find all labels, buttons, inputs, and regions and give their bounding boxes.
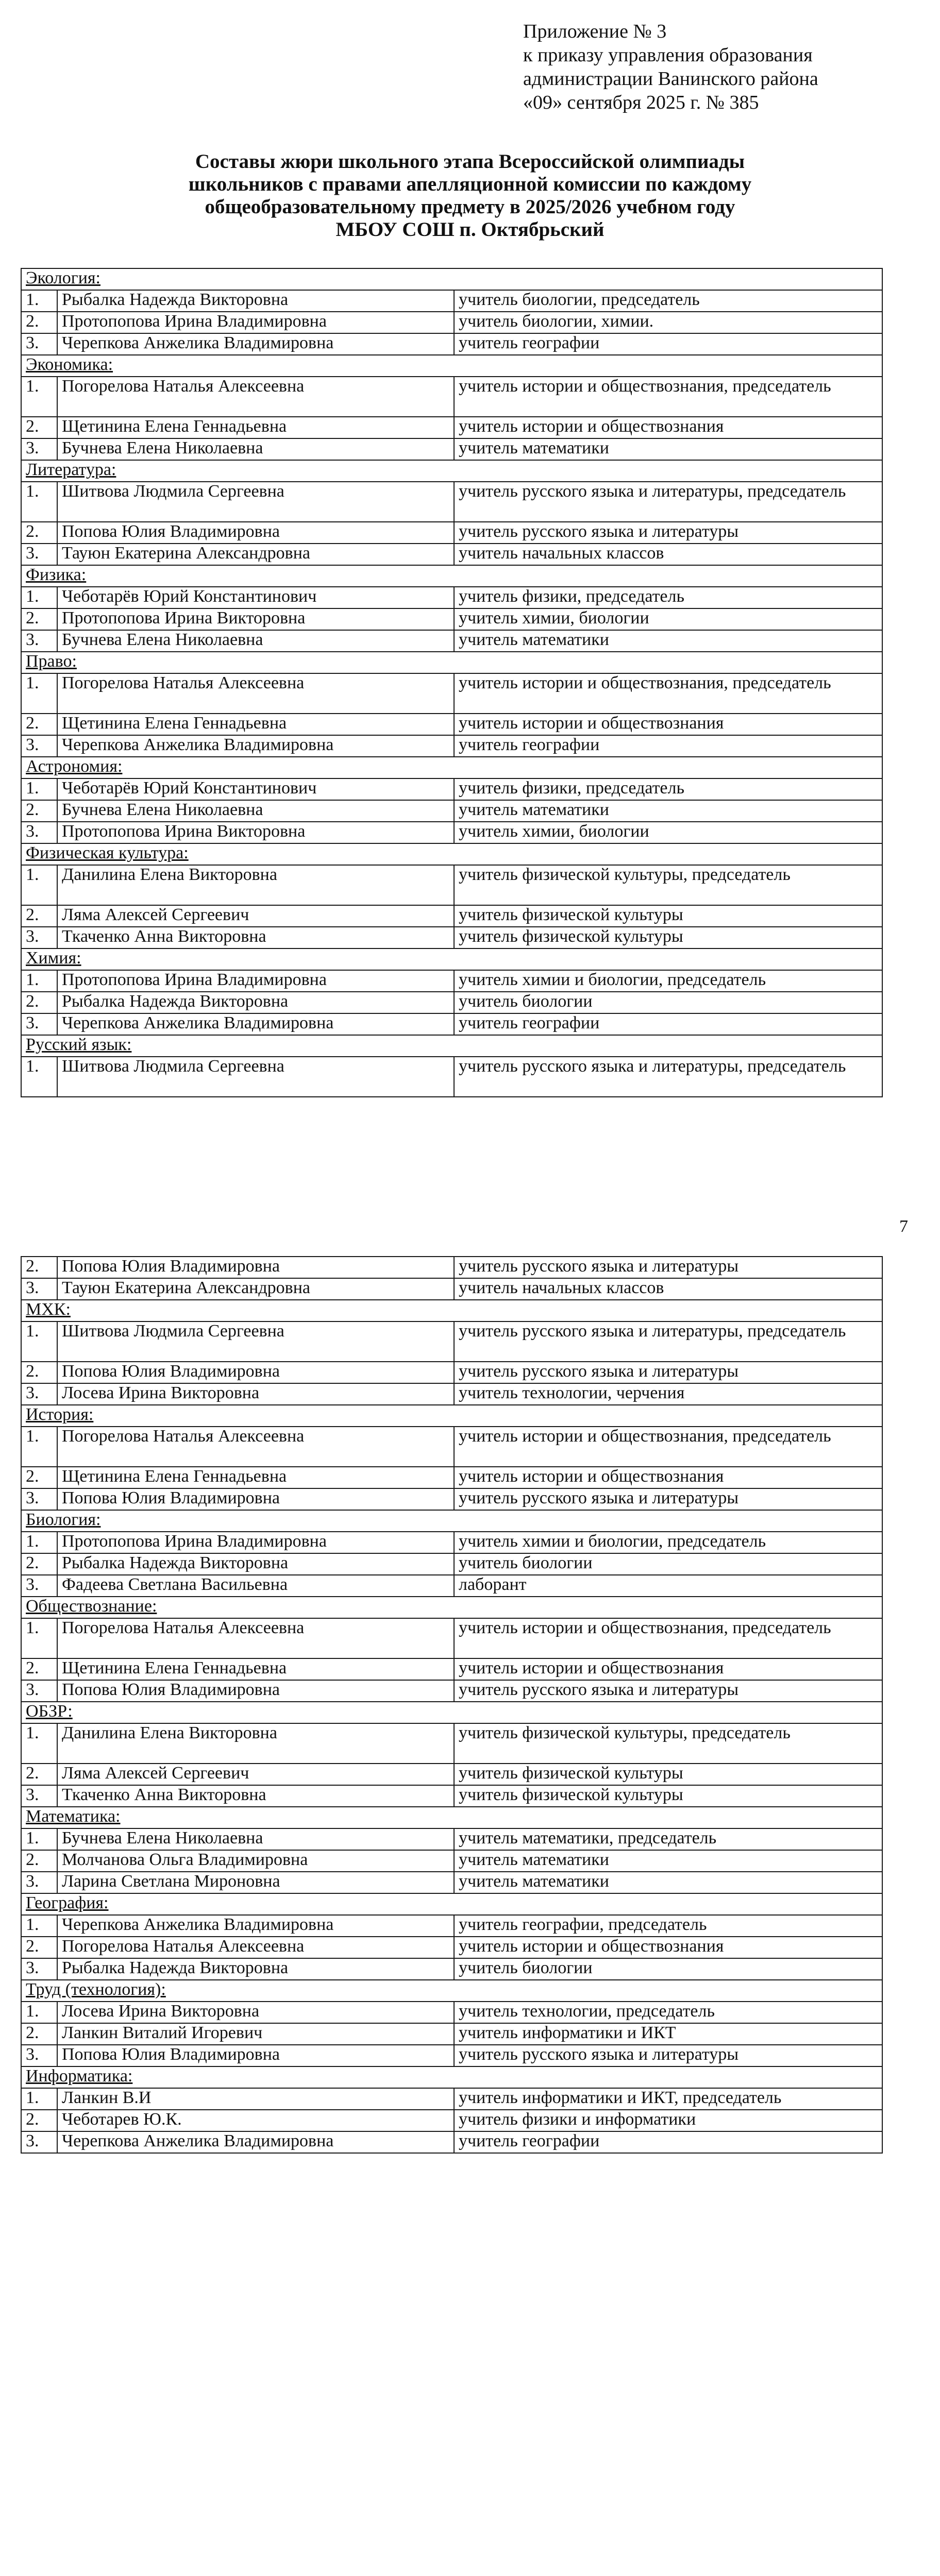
- member-name: Попова Юлия Владимировна: [57, 1362, 454, 1383]
- member-number: 2.: [21, 1553, 57, 1575]
- member-role: учитель химии, биологии: [454, 608, 882, 630]
- jury-member-row: [21, 1278, 882, 1300]
- jury-table-body: [21, 1257, 882, 2153]
- jury-member-row: [21, 2110, 882, 2131]
- member-role: учитель истории и обществознания, председатель: [454, 377, 882, 417]
- jury-member-row: [21, 1915, 882, 1937]
- member-name: Щетинина Елена Геннадьевна: [57, 714, 454, 735]
- jury-member-row: [21, 1680, 882, 1702]
- subject-row: [21, 1980, 882, 2002]
- jury-member-row: [21, 1575, 882, 1597]
- member-number: 3.: [21, 735, 57, 757]
- member-number: 3.: [21, 1013, 57, 1035]
- title-line: школьников с правами апелляционной комиссии по каждому: [188, 173, 752, 195]
- member-name: Ткаченко Анна Викторовна: [57, 1785, 454, 1807]
- member-number: 2.: [21, 992, 57, 1013]
- member-name: Рыбалка Надежда Викторовна: [57, 1958, 454, 1980]
- subject-heading: Труд (технология):: [21, 1980, 882, 2002]
- member-name: Попова Юлия Владимировна: [57, 1680, 454, 1702]
- jury-member-row: [21, 377, 882, 417]
- member-role: учитель биологии: [454, 1553, 882, 1575]
- subject-row: [21, 460, 882, 482]
- member-name: Чеботарев Ю.К.: [57, 2110, 454, 2131]
- subject-row: [21, 1702, 882, 1723]
- subject-row: [21, 1035, 882, 1057]
- member-role: учитель физической культуры: [454, 927, 882, 948]
- subject-heading: Русский язык:: [21, 1035, 882, 1057]
- member-number: 3.: [21, 1785, 57, 1807]
- jury-member-row: [21, 778, 882, 800]
- member-role: учитель географии: [454, 2131, 882, 2153]
- jury-member-row: [21, 1013, 882, 1035]
- subject-heading: Обществознание:: [21, 1597, 882, 1618]
- member-number: 2.: [21, 608, 57, 630]
- member-number: 2.: [21, 1658, 57, 1680]
- jury-member-row: [21, 2023, 882, 2045]
- jury-member-row: [21, 865, 882, 905]
- jury-member-row: [21, 1553, 882, 1575]
- jury-member-row: [21, 1764, 882, 1785]
- jury-member-row: [21, 1488, 882, 1510]
- member-role: учитель истории и обществознания: [454, 1658, 882, 1680]
- jury-member-row: [21, 1828, 882, 1850]
- member-role: учитель физической культуры: [454, 905, 882, 927]
- member-name: Протопопова Ирина Викторовна: [57, 822, 454, 843]
- jury-member-row: [21, 822, 882, 843]
- member-role: учитель русского языка и литературы, председатель: [454, 1057, 882, 1097]
- jury-member-row: [21, 1958, 882, 1980]
- member-number: 3.: [21, 2045, 57, 2066]
- subject-heading: Экология:: [21, 268, 882, 290]
- member-name: Лосева Ирина Викторовна: [57, 1383, 454, 1405]
- member-role: учитель русского языка и литературы: [454, 2045, 882, 2066]
- jury-member-row: [21, 312, 882, 333]
- member-name: Бучнева Елена Николаевна: [57, 438, 454, 460]
- member-number: 1.: [21, 970, 57, 992]
- jury-member-row: [21, 630, 882, 652]
- member-role: учитель истории и обществознания: [454, 417, 882, 438]
- member-name: Рыбалка Надежда Викторовна: [57, 290, 454, 312]
- member-name: Ларина Светлана Мироновна: [57, 1872, 454, 1893]
- member-number: 2.: [21, 800, 57, 822]
- member-number: 1.: [21, 1532, 57, 1553]
- member-number: 3.: [21, 1958, 57, 1980]
- member-number: 2.: [21, 714, 57, 735]
- member-role: учитель математики: [454, 800, 882, 822]
- member-role: учитель биологии: [454, 992, 882, 1013]
- member-role: учитель русского языка и литературы: [454, 1362, 882, 1383]
- member-name: Попова Юлия Владимировна: [57, 1488, 454, 1510]
- subject-heading: История:: [21, 1405, 882, 1427]
- member-name: Протопопова Ирина Владимировна: [57, 970, 454, 992]
- member-number: 2.: [21, 1257, 57, 1278]
- member-name: Протопопова Ирина Викторовна: [57, 608, 454, 630]
- member-role: учитель информатики и ИКТ, председатель: [454, 2088, 882, 2110]
- member-name: Бучнева Елена Николаевна: [57, 1828, 454, 1850]
- member-role: учитель русского языка и литературы: [454, 1488, 882, 1510]
- subject-row: [21, 757, 882, 778]
- member-number: 3.: [21, 822, 57, 843]
- member-name: Молчанова Ольга Владимировна: [57, 1850, 454, 1872]
- member-number: 1.: [21, 587, 57, 608]
- jury-table-body: [21, 268, 882, 1097]
- subject-row: [21, 1405, 882, 1427]
- subject-heading: Экономика:: [21, 355, 882, 377]
- member-role: учитель истории и обществознания, председатель: [454, 1427, 882, 1467]
- member-role: учитель технологии, председатель: [454, 2002, 882, 2023]
- member-name: Щетинина Елена Геннадьевна: [57, 417, 454, 438]
- member-name: Фадеева Светлана Васильевна: [57, 1575, 454, 1597]
- jury-member-row: [21, 2131, 882, 2153]
- member-name: Протопопова Ирина Владимировна: [57, 1532, 454, 1553]
- member-name: Погорелова Наталья Алексеевна: [57, 673, 454, 714]
- subject-heading: Информатика:: [21, 2066, 882, 2088]
- subject-heading: Право:: [21, 652, 882, 673]
- header-line: «09» сентября 2025 г. № 385: [523, 92, 759, 113]
- member-role: учитель математики, председатель: [454, 1828, 882, 1850]
- member-name: Попова Юлия Владимировна: [57, 2045, 454, 2066]
- member-number: 2.: [21, 2110, 57, 2131]
- member-number: 1.: [21, 1723, 57, 1764]
- member-number: 1.: [21, 482, 57, 522]
- member-name: Чеботарёв Юрий Константинович: [57, 778, 454, 800]
- member-role: учитель биологии: [454, 1958, 882, 1980]
- jury-member-row: [21, 1723, 882, 1764]
- member-name: Шитвова Людмила Сергеевна: [57, 1057, 454, 1097]
- subject-heading: Физика:: [21, 565, 882, 587]
- member-number: 2.: [21, 1937, 57, 1958]
- member-name: Чеботарёв Юрий Константинович: [57, 587, 454, 608]
- member-name: Щетинина Елена Геннадьевна: [57, 1467, 454, 1488]
- member-number: 3.: [21, 2131, 57, 2153]
- member-number: 2.: [21, 2023, 57, 2045]
- subject-row: [21, 843, 882, 865]
- subject-row: [21, 948, 882, 970]
- jury-member-row: [21, 714, 882, 735]
- jury-member-row: [21, 1872, 882, 1893]
- member-number: 1.: [21, 1321, 57, 1362]
- jury-member-row: [21, 1618, 882, 1658]
- member-number: 1.: [21, 1828, 57, 1850]
- member-role: учитель математики: [454, 630, 882, 652]
- jury-member-row: [21, 438, 882, 460]
- member-role: учитель математики: [454, 1872, 882, 1893]
- subject-row: [21, 1807, 882, 1828]
- jury-member-row: [21, 522, 882, 544]
- title-line: общеобразовательному предмету в 2025/2026 учебном году: [205, 196, 735, 218]
- member-role: учитель истории и обществознания: [454, 1467, 882, 1488]
- member-role: учитель истории и обществознания, председатель: [454, 673, 882, 714]
- subject-row: [21, 2066, 882, 2088]
- jury-member-row: [21, 1467, 882, 1488]
- member-number: 1.: [21, 290, 57, 312]
- subject-heading: МХК:: [21, 1300, 882, 1321]
- member-role: учитель математики: [454, 438, 882, 460]
- jury-member-row: [21, 587, 882, 608]
- member-name: Погорелова Наталья Алексеевна: [57, 1937, 454, 1958]
- member-role: учитель физической культуры, председатель: [454, 1723, 882, 1764]
- member-number: 3.: [21, 1872, 57, 1893]
- member-role: учитель русского языка и литературы: [454, 522, 882, 544]
- member-name: Погорелова Наталья Алексеевна: [57, 377, 454, 417]
- member-name: Протопопова Ирина Владимировна: [57, 312, 454, 333]
- member-name: Попова Юлия Владимировна: [57, 1257, 454, 1278]
- member-role: учитель русского языка и литературы, председатель: [454, 1321, 882, 1362]
- member-number: 1.: [21, 2002, 57, 2023]
- member-role: учитель химии и биологии, председатель: [454, 970, 882, 992]
- subject-row: [21, 268, 882, 290]
- subject-heading: Химия:: [21, 948, 882, 970]
- document-title: [0, 150, 940, 241]
- member-number: 2.: [21, 1764, 57, 1785]
- member-name: Лосева Ирина Викторовна: [57, 2002, 454, 2023]
- member-role: учитель истории и обществознания, председатель: [454, 1618, 882, 1658]
- member-name: Рыбалка Надежда Викторовна: [57, 1553, 454, 1575]
- member-role: учитель истории и обществознания: [454, 714, 882, 735]
- member-number: 2.: [21, 417, 57, 438]
- member-number: 3.: [21, 630, 57, 652]
- member-role: учитель русского языка и литературы: [454, 1257, 882, 1278]
- subject-row: [21, 652, 882, 673]
- member-role: учитель биологии, химии.: [454, 312, 882, 333]
- member-number: 1.: [21, 1915, 57, 1937]
- member-role: учитель физики и информатики: [454, 2110, 882, 2131]
- jury-table-part-2: [21, 1256, 883, 2154]
- member-name: Попова Юлия Владимировна: [57, 522, 454, 544]
- jury-member-row: [21, 2045, 882, 2066]
- member-role: учитель математики: [454, 1850, 882, 1872]
- jury-member-row: [21, 1427, 882, 1467]
- subject-heading: Биология:: [21, 1510, 882, 1532]
- member-number: 3.: [21, 438, 57, 460]
- jury-member-row: [21, 608, 882, 630]
- member-role: учитель физики, председатель: [454, 587, 882, 608]
- member-number: 1.: [21, 673, 57, 714]
- member-name: Данилина Елена Викторовна: [57, 1723, 454, 1764]
- member-name: Шитвова Людмила Сергеевна: [57, 482, 454, 522]
- jury-member-row: [21, 1257, 882, 1278]
- member-role: учитель русского языка и литературы: [454, 1680, 882, 1702]
- member-name: Погорелова Наталья Алексеевна: [57, 1618, 454, 1658]
- subject-row: [21, 1300, 882, 1321]
- jury-member-row: [21, 1937, 882, 1958]
- member-role: учитель биологии, председатель: [454, 290, 882, 312]
- member-role: лаборант: [454, 1575, 882, 1597]
- order-reference-header: [523, 20, 818, 114]
- member-role: учитель информатики и ИКТ: [454, 2023, 882, 2045]
- member-name: Бучнева Елена Николаевна: [57, 800, 454, 822]
- member-number: 1.: [21, 778, 57, 800]
- member-name: Ляма Алексей Сергеевич: [57, 905, 454, 927]
- member-name: Ланкин Виталий Игоревич: [57, 2023, 454, 2045]
- member-name: Черепкова Анжелика Владимировна: [57, 735, 454, 757]
- header-line: Приложение № 3: [523, 21, 667, 42]
- member-role: учитель физики, председатель: [454, 778, 882, 800]
- jury-member-row: [21, 1532, 882, 1553]
- member-number: 3.: [21, 1575, 57, 1597]
- member-role: учитель русского языка и литературы, председатель: [454, 482, 882, 522]
- jury-member-row: [21, 544, 882, 565]
- member-role: учитель начальных классов: [454, 544, 882, 565]
- subject-row: [21, 1597, 882, 1618]
- jury-member-row: [21, 1850, 882, 1872]
- member-number: 3.: [21, 544, 57, 565]
- member-role: учитель истории и обществознания: [454, 1937, 882, 1958]
- member-name: Ткаченко Анна Викторовна: [57, 927, 454, 948]
- member-name: Ляма Алексей Сергеевич: [57, 1764, 454, 1785]
- jury-member-row: [21, 800, 882, 822]
- member-number: 3.: [21, 1278, 57, 1300]
- jury-member-row: [21, 1383, 882, 1405]
- title-line: Составы жюри школьного этапа Всероссийской олимпиады: [195, 150, 745, 173]
- jury-member-row: [21, 2002, 882, 2023]
- member-role: учитель географии: [454, 333, 882, 355]
- subject-row: [21, 565, 882, 587]
- member-name: Бучнева Елена Николаевна: [57, 630, 454, 652]
- member-name: Щетинина Елена Геннадьевна: [57, 1658, 454, 1680]
- member-number: 3.: [21, 927, 57, 948]
- member-name: Черепкова Анжелика Владимировна: [57, 333, 454, 355]
- subject-row: [21, 1510, 882, 1532]
- jury-member-row: [21, 992, 882, 1013]
- jury-member-row: [21, 1785, 882, 1807]
- subject-row: [21, 355, 882, 377]
- jury-member-row: [21, 1362, 882, 1383]
- subject-heading: Литература:: [21, 460, 882, 482]
- member-number: 1.: [21, 2088, 57, 2110]
- member-number: 1.: [21, 865, 57, 905]
- jury-member-row: [21, 673, 882, 714]
- jury-member-row: [21, 905, 882, 927]
- jury-member-row: [21, 735, 882, 757]
- member-role: учитель географии, председатель: [454, 1915, 882, 1937]
- page-number: 7: [899, 1217, 908, 1236]
- title-line: МБОУ СОШ п. Октябрьский: [335, 218, 605, 241]
- member-role: учитель начальных классов: [454, 1278, 882, 1300]
- jury-member-row: [21, 1658, 882, 1680]
- member-name: Черепкова Анжелика Владимировна: [57, 2131, 454, 2153]
- member-name: Черепкова Анжелика Владимировна: [57, 1915, 454, 1937]
- member-number: 3.: [21, 1383, 57, 1405]
- member-name: Черепкова Анжелика Владимировна: [57, 1013, 454, 1035]
- member-number: 1.: [21, 1618, 57, 1658]
- member-role: учитель физической культуры: [454, 1764, 882, 1785]
- subject-heading: Астрономия:: [21, 757, 882, 778]
- jury-member-row: [21, 1057, 882, 1097]
- member-number: 2.: [21, 312, 57, 333]
- member-number: 2.: [21, 905, 57, 927]
- member-number: 2.: [21, 1467, 57, 1488]
- member-number: 1.: [21, 1427, 57, 1467]
- subject-heading: Математика:: [21, 1807, 882, 1828]
- member-name: Тауюн Екатерина Александровна: [57, 1278, 454, 1300]
- jury-member-row: [21, 2088, 882, 2110]
- member-number: 1.: [21, 1057, 57, 1097]
- member-name: Погорелова Наталья Алексеевна: [57, 1427, 454, 1467]
- jury-member-row: [21, 927, 882, 948]
- member-number: 3.: [21, 333, 57, 355]
- member-role: учитель географии: [454, 1013, 882, 1035]
- jury-member-row: [21, 970, 882, 992]
- member-number: 2.: [21, 1850, 57, 1872]
- jury-member-row: [21, 482, 882, 522]
- member-role: учитель химии, биологии: [454, 822, 882, 843]
- jury-table-part-1: [21, 268, 883, 1097]
- jury-member-row: [21, 290, 882, 312]
- subject-heading: Физическая культура:: [21, 843, 882, 865]
- header-line: администрации Ванинского района: [523, 68, 818, 90]
- member-role: учитель химии и биологии, председатель: [454, 1532, 882, 1553]
- member-role: учитель физической культуры: [454, 1785, 882, 1807]
- member-number: 1.: [21, 377, 57, 417]
- member-name: Шитвова Людмила Сергеевна: [57, 1321, 454, 1362]
- header-line: к приказу управления образования: [523, 44, 813, 66]
- member-name: Ланкин В.И: [57, 2088, 454, 2110]
- member-number: 2.: [21, 522, 57, 544]
- member-role: учитель физической культуры, председатель: [454, 865, 882, 905]
- member-number: 2.: [21, 1362, 57, 1383]
- member-role: учитель географии: [454, 735, 882, 757]
- member-name: Данилина Елена Викторовна: [57, 865, 454, 905]
- member-number: 3.: [21, 1680, 57, 1702]
- jury-member-row: [21, 417, 882, 438]
- jury-member-row: [21, 333, 882, 355]
- subject-heading: География:: [21, 1893, 882, 1915]
- jury-member-row: [21, 1321, 882, 1362]
- subject-row: [21, 1893, 882, 1915]
- subject-heading: ОБЗР:: [21, 1702, 882, 1723]
- member-role: учитель технологии, черчения: [454, 1383, 882, 1405]
- member-name: Тауюн Екатерина Александровна: [57, 544, 454, 565]
- member-number: 3.: [21, 1488, 57, 1510]
- member-name: Рыбалка Надежда Викторовна: [57, 992, 454, 1013]
